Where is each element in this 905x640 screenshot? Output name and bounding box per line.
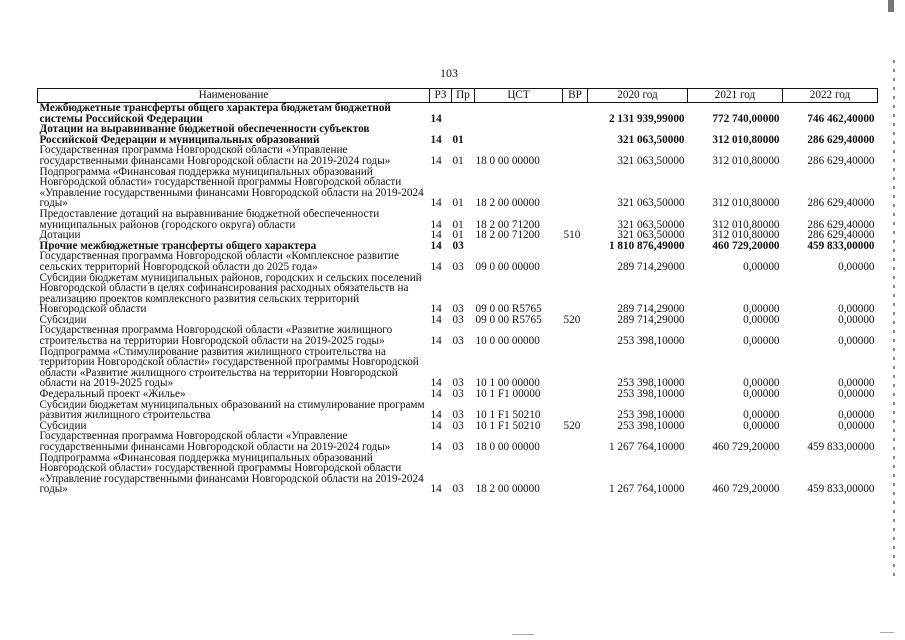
cell-pr: 03 [452,240,464,252]
table-row [38,124,878,145]
cell-name: Подпрограмма «Стимулирование развития жилищного строительства на территории Новгородской области» государственной программы Новгородской области «Развитие жилищного строительства на территории Новгородской области на 2019-2025 годы» [39,346,419,390]
col-header-vr: ВР [563,89,588,103]
cell-2022: 286 629,40000 [807,154,875,167]
table-row [38,400,878,421]
table-row [38,315,878,326]
cell-2020: 1 267 764,10000 [608,483,685,495]
cell-name: Прочие межбюджетные трансферты общего характера [39,240,317,252]
table-row [38,453,878,495]
cell-name: Подпрограмма «Финансовая поддержка муниципальных образований Новгородской области» государственной программы Новгородской области «Управление государственными финансами Новгородской области на 2019-2024 годы» [39,452,424,495]
cell-2020: 289 714,29000 [617,260,685,273]
cell-cst: 18 2 00 00000 [475,483,540,495]
cell-vr [563,347,588,389]
cell-vr [563,124,588,145]
cell-2021: 772 740,00000 [712,112,780,125]
cell-name: Предоставление дотаций на выравнивание бюджетной обеспеченности муниципальных районов (городского округа) области [39,208,380,231]
cell-2022: 0,00000 [838,409,875,421]
budget-table [37,88,878,495]
cell-2020: 321 063,50000 [617,133,685,146]
cell-rz: 14 [430,133,442,146]
scan-speck [880,632,894,633]
cell-cst: 09 0 00 00000 [475,260,540,273]
cell-2022: 0,00000 [838,260,875,273]
cell-pr: 03 [452,260,464,273]
cell-2020: 289 714,29000 [617,314,685,326]
cell-2022: 0,00000 [838,420,875,432]
cell-2022: 459 833,00000 [807,483,875,495]
table-row [38,325,878,346]
cell-2020: 253 398,10000 [617,389,685,400]
cell-vr: 520 [563,314,581,326]
cell-2021: 312 010,80000 [712,197,780,209]
cell-pr: 03 [452,335,464,347]
cell-pr: 03 [452,441,464,453]
table-row [38,230,878,241]
cell-2022: 0,00000 [838,303,875,315]
table-row [38,241,878,252]
col-header-pr: Пр [452,89,475,103]
cell-cst [475,124,563,145]
cell-vr [563,103,588,125]
cell-name: Дотации на выравнивание бюджетной обеспеченности субъектов Российской Федерации и муниципальных образований [39,124,370,146]
cell-2021: 0,00000 [743,335,780,347]
cell-vr: 520 [563,420,581,432]
cell-vr [563,251,588,272]
cell-2020: 321 063,50000 [617,218,685,231]
cell-vr [563,241,588,252]
table-row [38,431,878,452]
cell-cst: 10 0 00 00000 [475,335,540,347]
cell-2021: 0,00000 [743,409,780,421]
cell-name: Государственная программа Новгородской области «Управление государственными финансами Новгородской области на 2019-2024 годы» [39,145,391,167]
cell-pr: 01 [452,218,464,231]
cell-2022: 0,00000 [838,314,875,326]
cell-rz: 14 [430,314,442,326]
table-row [38,145,878,166]
col-header-name: Наименование [38,89,430,103]
col-header-2020: 2020 год [588,89,688,103]
cell-vr [563,209,588,230]
cell-name: Межбюджетные трансферты общего характера бюджетам бюджетной системы Российской Федерации [39,102,391,125]
cell-2022: 0,00000 [838,377,875,390]
cell-2022: 459 833,00000 [807,441,875,453]
col-header-rz: РЗ [430,89,452,103]
cell-2020: 1 267 764,10000 [608,441,685,453]
cell-2021: 312 010,80000 [712,230,780,241]
cell-name: Подпрограмма «Финансовая поддержка муниципальных образований Новгородской области» государственной программы Новгородской области «Управление государственными финансами Новгородской области на 2019-2024 годы» [39,166,424,209]
cell-rz: 14 [430,260,442,273]
cell-cst: 10 1 F1 50210 [475,420,541,432]
cell-vr [563,453,588,495]
cell-2020: 289 714,29000 [617,303,685,315]
cell-cst: 18 0 00 00000 [475,441,540,453]
cell-cst: 10 1 F1 50210 [475,409,541,421]
table-row [38,209,878,230]
cell-2021: 0,00000 [743,314,780,326]
cell-2022: 286 629,40000 [807,133,875,146]
table-row [38,389,878,400]
cell-vr [563,273,588,315]
cell-cst: 10 1 00 00000 [475,377,540,390]
cell-rz: 14 [430,240,442,252]
scan-edge-line [893,60,895,580]
cell-rz: 14 [430,483,442,495]
cell-2021: 460 729,20000 [712,441,780,453]
cell-2021: 460 729,20000 [712,483,780,495]
cell-2022: 286 629,40000 [807,230,875,241]
page-number: 103 [440,66,458,80]
cell-name: Дотации [39,230,81,241]
cell-2022: 286 629,40000 [807,197,875,209]
cell-pr: 03 [452,389,464,400]
table-row [38,421,878,432]
cell-vr: 510 [563,230,581,241]
table-header-row [38,89,878,103]
cell-pr: 03 [452,483,464,495]
cell-pr: 03 [452,314,464,326]
table-row [38,347,878,389]
table-row [38,273,878,315]
cell-vr [563,145,588,166]
cell-pr [452,103,475,125]
cell-name: Федеральный проект «Жилье» [39,389,186,400]
cell-rz: 14 [430,335,442,347]
cell-2021: 0,00000 [743,303,780,315]
cell-2020: 321 063,50000 [617,197,685,209]
cell-name: Субсидии [39,420,87,432]
cell-pr: 01 [452,133,464,146]
cell-2021: 460 729,20000 [712,240,780,252]
col-header-2022: 2022 год [783,89,878,103]
cell-2020: 253 398,10000 [617,377,685,390]
cell-pr: 03 [452,377,464,390]
cell-rz: 14 [430,154,442,167]
cell-cst: 09 0 00 R5765 [475,314,542,326]
cell-2020: 2 131 939,99000 [608,112,685,125]
cell-rz: 14 [430,218,442,231]
cell-pr: 01 [452,154,464,167]
cell-rz: 14 [430,197,442,209]
cell-2020: 253 398,10000 [617,409,685,421]
cell-2022: 0,00000 [838,335,875,347]
cell-2021: 312 010,80000 [712,154,780,167]
cell-cst: 10 1 F1 00000 [475,389,541,400]
cell-name: Субсидии бюджетам муниципальных образований на стимулирование программ развития жилищного строительства [39,399,425,421]
cell-rz: 14 [430,409,442,421]
cell-2021: 0,00000 [743,260,780,273]
scan-speck [512,634,534,635]
cell-vr [563,431,588,452]
cell-2022: 0,00000 [838,389,875,400]
cell-2022: 286 629,40000 [807,218,875,231]
cell-cst [475,241,563,252]
cell-name: Субсидии [39,314,87,326]
cell-name: Государственная программа Новгородской области «Развитие жилищного строительства на территории Новгородской области на 2019-2025 годы» [39,325,393,347]
cell-vr [563,400,588,421]
cell-rz: 14 [430,389,442,400]
cell-pr: 03 [452,409,464,421]
cell-pr: 03 [452,420,464,432]
cell-rz: 14 [430,303,442,315]
scan-edge-mark [888,0,894,12]
cell-2020: 321 063,50000 [617,154,685,167]
cell-pr: 03 [452,303,464,315]
col-header-cst: ЦСТ [475,89,563,103]
table-body [38,103,878,495]
cell-rz: 14 [430,112,442,125]
cell-2020: 253 398,10000 [617,420,685,432]
cell-rz: 14 [430,377,442,390]
cell-vr [563,389,588,400]
cell-2022: 746 462,40000 [807,112,875,125]
cell-cst: 09 0 00 R5765 [475,303,542,315]
cell-cst: 18 0 00 00000 [475,154,540,167]
cell-2020: 1 810 876,49000 [608,240,685,252]
cell-rz: 14 [430,441,442,453]
cell-2022: 459 833,00000 [807,240,875,252]
cell-name: Государственная программа Новгородской области «Управление государственными финансами Новгородской области на 2019-2024 годы» [39,431,391,453]
table-row [38,251,878,272]
cell-pr: 01 [452,230,464,241]
cell-name: Субсидии бюджетам муниципальных районов, городских и сельских поселений Новгородской области в целях софинансирования расходных обязательств на реализацию проектов комплексного развития сельских территорий Новгородской области [39,272,422,315]
cell-cst: 18 2 00 71200 [475,218,540,231]
cell-2021: 312 010,80000 [712,133,780,146]
cell-name: Государственная программа Новгородской области «Комплексное развитие сельских территорий Новгородской области до 2025 года» [39,251,399,273]
cell-vr [563,325,588,346]
cell-2021: 0,00000 [743,389,780,400]
cell-2021: 312 010,80000 [712,218,780,231]
cell-cst: 18 2 00 00000 [475,197,540,209]
cell-rz: 14 [430,230,442,241]
cell-vr [563,167,588,209]
table-row [38,103,878,125]
table-row [38,167,878,209]
cell-rz: 14 [430,420,442,432]
cell-pr: 01 [452,197,464,209]
cell-2020: 321 063,50000 [617,230,685,241]
col-header-2021: 2021 год [688,89,783,103]
cell-2020: 253 398,10000 [617,335,685,347]
cell-2021: 0,00000 [743,420,780,432]
cell-2021: 0,00000 [743,377,780,390]
cell-cst [475,103,563,125]
cell-cst: 18 2 00 71200 [475,230,540,241]
